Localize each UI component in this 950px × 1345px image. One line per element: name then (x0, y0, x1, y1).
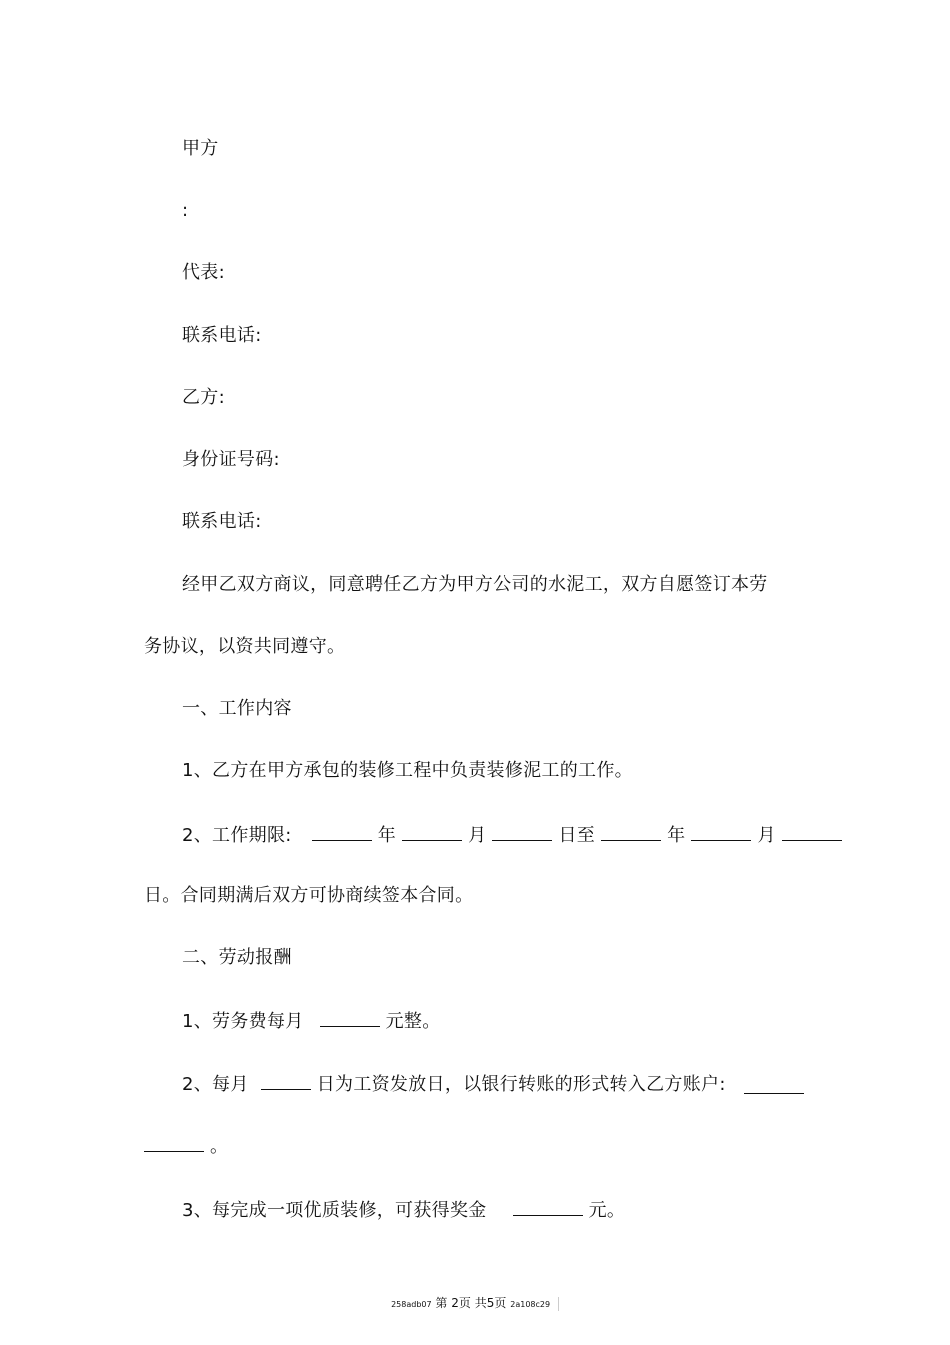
payday-description: 日为工资发放日，以银行转账的形式转入乙方账户: (316, 1074, 726, 1095)
account-end-punct: 。 (210, 1136, 229, 1157)
year-label-a: 年 (377, 825, 396, 846)
bonus-blank (513, 1197, 583, 1216)
payday-label: 2、每月 (182, 1074, 249, 1095)
work-period-label: 2、工作期限: (182, 825, 292, 846)
bonus-unit: 元。 (588, 1200, 626, 1221)
footer-page-suffix: 页 (458, 1296, 471, 1310)
section-2-item-3 (182, 1197, 625, 1223)
monthly-fee-blank (320, 1008, 380, 1027)
account-blank-line-1 (744, 1075, 804, 1094)
section-2-title: 二、劳动报酬 (182, 947, 292, 968)
footer-total-prefix: 共 (474, 1296, 487, 1310)
phone-label-party-a: 联系电话: (182, 325, 262, 346)
monthly-fee-unit: 元整。 (385, 1011, 441, 1032)
start-month-blank (402, 822, 462, 841)
footer-total-suffix: 页 (494, 1296, 507, 1310)
footer-total-number: 5 (486, 1296, 495, 1310)
party-a-label: 甲方 (182, 138, 219, 159)
phone-label-party-b: 联系电话: (182, 511, 262, 532)
section-2-item-1 (182, 1008, 441, 1034)
party-a-colon: : (182, 200, 189, 221)
section-1-item-1: 1、乙方在甲方承包的装修工程中负责装修泥工的工作。 (182, 760, 633, 781)
section-1-item-2-continued: 日。合同期满后双方可协商续签本合同。 (144, 885, 474, 906)
intro-paragraph-line-1: 经甲乙双方商议，同意聘任乙方为甲方公司的水泥工，双方自愿签订本劳 (182, 574, 768, 595)
bonus-label: 3、每完成一项优质装修，可获得奖金 (182, 1200, 487, 1221)
intro-paragraph-line-2: 务协议，以资共同遵守。 (144, 636, 346, 657)
start-year-blank (312, 822, 372, 841)
month-label-b: 月 (757, 825, 776, 846)
footer-page-number: 2 (451, 1296, 459, 1310)
end-year-blank (601, 822, 661, 841)
end-day-blank (782, 822, 842, 841)
footer-page-prefix: 第 (435, 1296, 448, 1310)
section-1-item-2 (182, 822, 842, 848)
party-b-label: 乙方: (182, 387, 225, 408)
payday-blank (261, 1071, 311, 1090)
footer-code-right: 2a108c29 (510, 1300, 551, 1309)
day-to-label: 日至 (558, 825, 596, 846)
id-number-label: 身份证号码: (182, 449, 280, 470)
representative-label: 代表: (182, 262, 225, 283)
end-month-blank (691, 822, 751, 841)
start-day-blank (492, 822, 552, 841)
section-2-item-2-continued (144, 1133, 228, 1159)
footer-separator (558, 1297, 559, 1311)
section-2-item-2 (182, 1071, 726, 1097)
footer-code-left: 258adb07 (391, 1300, 432, 1309)
page-footer (0, 1295, 950, 1313)
account-blank-line-2 (144, 1133, 204, 1152)
section-1-title: 一、工作内容 (182, 698, 292, 719)
monthly-fee-label: 1、劳务费每月 (182, 1011, 304, 1032)
year-label-b: 年 (667, 825, 686, 846)
month-label-a: 月 (468, 825, 487, 846)
